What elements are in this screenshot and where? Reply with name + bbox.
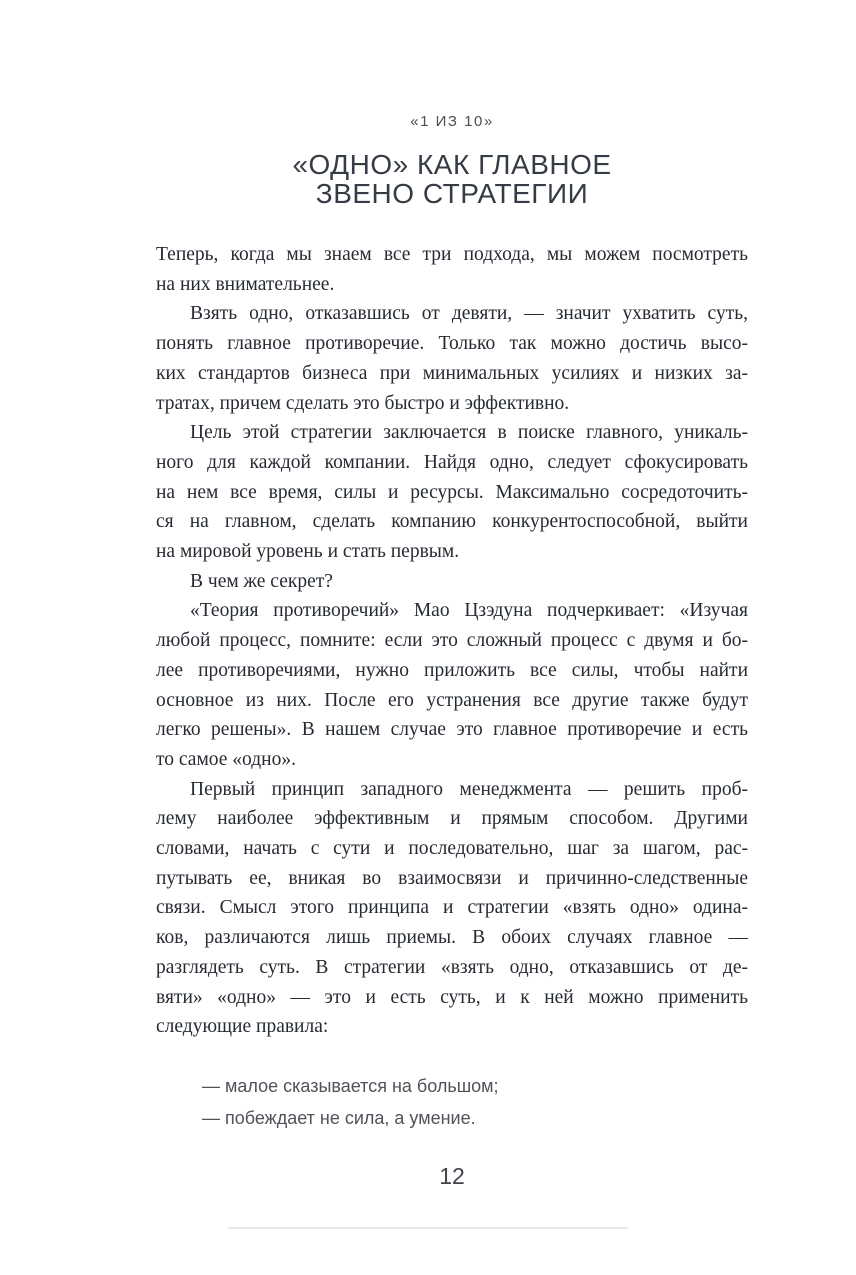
- rule-item: — побеждает не сила, а умение.: [202, 1107, 476, 1128]
- text-line: то самое «одно».: [156, 748, 296, 770]
- paragraph: [156, 418, 748, 567]
- text-line: на мировой уровень и стать первым.: [156, 541, 460, 563]
- paragraph: [156, 299, 748, 418]
- running-head: «1 ИЗ 10»: [410, 113, 494, 130]
- text-line: основное из них. После его устранения все другие также будут: [156, 689, 748, 711]
- text-line: вяти» «одно» — это и есть суть, и к ней можно применить: [156, 986, 748, 1008]
- text-line: разглядеть суть. В стратегии «взять одно, отказавшись от де-: [156, 956, 748, 978]
- text-line: ся на главном, сделать компанию конкурентоспособной, выйти: [156, 511, 748, 533]
- text-line: лее противоречиями, нужно приложить все силы, чтобы найти: [156, 659, 748, 681]
- paragraph: [156, 775, 748, 1042]
- text-line: ких стандартов бизнеса при минимальных усилиях и низких за-: [156, 362, 748, 384]
- text-line: на них внимательнее.: [156, 273, 335, 295]
- page-number: 12: [439, 1162, 465, 1189]
- text-line: ного для каждой компании. Найдя одно, следует сфокусировать: [156, 451, 748, 473]
- text-column: [156, 112, 748, 1188]
- chapter-title-line: ЗВЕНО СТРАТЕГИИ: [315, 178, 589, 209]
- text-line: путывать ее, вникая во взаимосвязи и причинно-следственные: [156, 867, 748, 889]
- text-line: Цель этой стратегии заключается в поиске главного, уникаль-: [190, 422, 748, 444]
- text-line: понять главное противоречие. Только так можно достичь высо-: [156, 333, 748, 355]
- body-text: [156, 240, 748, 1042]
- text-line: тратах, причем сделать это быстро и эффективно.: [156, 392, 570, 414]
- text-line: Первый принцип западного менеджмента — решить проб-: [190, 778, 748, 800]
- rules-list: [202, 1070, 748, 1134]
- chapter-title: [156, 150, 748, 208]
- paragraph: [156, 567, 748, 597]
- text-line: легко решены». В нашем случае это главное противоречие и есть: [156, 719, 748, 741]
- footer-divider: [228, 1227, 628, 1229]
- text-line: следующие правила:: [156, 1016, 329, 1038]
- text-line: лему наиболее эффективным и прямым способом. Другими: [156, 808, 748, 830]
- chapter-title-line: «ОДНО» КАК ГЛАВНОЕ: [292, 149, 612, 180]
- text-line: Взять одно, отказавшись от девяти, — значит ухватить суть,: [190, 303, 748, 325]
- text-line: ков, различаются лишь приемы. В обоих случаях главное —: [156, 927, 748, 949]
- text-line: словами, начать с сути и последовательно, шаг за шагом, рас-: [156, 838, 748, 860]
- text-line: «Теория противоречий» Мао Цзэдуна подчеркивает: «Изучая: [190, 600, 748, 622]
- rule-item: — малое сказывается на большом;: [202, 1075, 499, 1096]
- text-line: любой процесс, помните: если это сложный процесс с двумя и бо-: [156, 630, 748, 652]
- text-line: связи. Смысл этого принципа и стратегии «взять одно» одина-: [156, 897, 748, 919]
- paragraph: [156, 596, 748, 774]
- paragraph: [156, 240, 748, 299]
- text-line: Теперь, когда мы знаем все три подхода, мы можем посмотреть: [156, 244, 748, 265]
- text-line: В чем же секрет?: [190, 570, 333, 592]
- text-line: на нем все время, силы и ресурсы. Максимально сосредоточить-: [156, 481, 748, 503]
